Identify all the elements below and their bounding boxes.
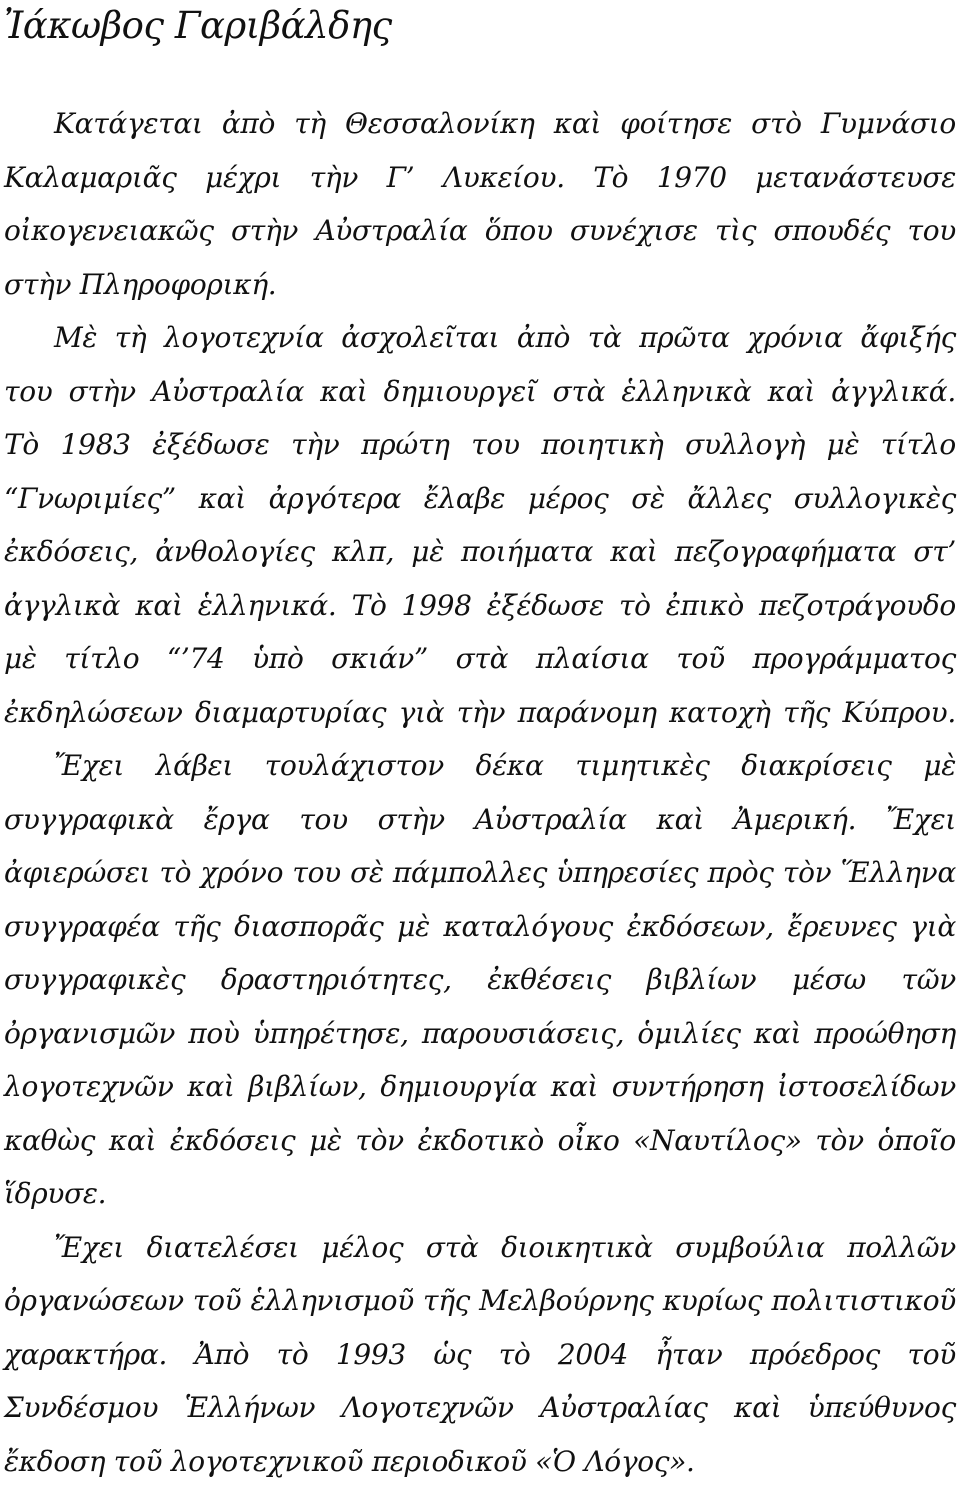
text-line: στὴν Πληροφορική. <box>4 258 956 312</box>
text-line: λογοτεχνῶν καὶ βιβλίων, δημιουργία καὶ συντήρηση ἰστοσελίδων <box>4 1060 956 1114</box>
text-line: ὀργανισμῶν ποὺ ὑπηρέτησε, παρουσιάσεις, ὁμιλίες καὶ προώθηση <box>4 1007 956 1061</box>
text-line: καθὼς καὶ ἐκδόσεις μὲ τὸν ἐκδοτικὸ οἶκο «Ναυτίλος» τὸν ὁποῖο <box>4 1114 956 1168</box>
text-line: Τὸ 1983 ἐξέδωσε τὴν πρώτη του ποιητικὴ συλλογὴ μὲ τίτλο <box>4 418 956 472</box>
text-line: συγγραφικὰ ἔργα του στὴν Αὐστραλία καὶ Ἀμερική. Ἔχει <box>4 793 956 847</box>
text-line: Συνδέσμου Ἑλλήνων Λογοτεχνῶν Αὐστραλίας καὶ ὑπεύθυνος <box>4 1381 956 1435</box>
text-line: οἰκογενειακῶς στὴν Αὐστραλία ὅπου συνέχισε τὶς σπουδές του <box>4 204 956 258</box>
document-title: Ἰάκωβος Γαριβάλδης <box>4 2 392 50</box>
text-line: Καλαμαριᾶς μέχρι τὴν Γ’ Λυκείου. Τὸ 1970 μετανάστευσε <box>4 151 956 205</box>
text-line: ἐκδόσεις, ἀνθολογίες κλπ, μὲ ποιήματα καὶ πεζογραφήματα στ’ <box>4 525 956 579</box>
biography-text <box>4 97 956 1488</box>
text-line: μὲ τίτλο “’74 ὑπὸ σκιάν” στὰ πλαίσια τοῦ προγράμματος <box>4 632 956 686</box>
text-line: Ἔχει διατελέσει μέλος στὰ διοικητικὰ συμβούλια πολλῶν <box>4 1221 956 1275</box>
text-line: ἀγγλικὰ καὶ ἑλληνικά. Τὸ 1998 ἐξέδωσε τὸ ἐπικὸ πεζοτράγουδο <box>4 579 956 633</box>
text-line: ἐκδηλώσεων διαμαρτυρίας γιὰ τὴν παράνομη κατοχὴ τῆς Κύπρου. <box>4 686 956 740</box>
text-line: Μὲ τὴ λογοτεχνία ἀσχολεῖται ἀπὸ τὰ πρῶτα χρόνια ἄφιξής <box>4 311 956 365</box>
text-line: χαρακτήρα. Ἀπὸ τὸ 1993 ὡς τὸ 2004 ἦταν πρόεδρος τοῦ <box>4 1328 956 1382</box>
text-line: συγγραφέα τῆς διασπορᾶς μὲ καταλόγους ἐκδόσεων, ἔρευνες γιὰ <box>4 900 956 954</box>
text-line: “Γνωριμίες” καὶ ἀργότερα ἔλαβε μέρος σὲ ἄλλες συλλογικὲς <box>4 472 956 526</box>
text-line: ἀφιερώσει τὸ χρόνο του σὲ πάμπολλες ὑπηρεσίες πρὸς τὸν Ἕλληνα <box>4 846 956 900</box>
text-line: ἵδρυσε. <box>4 1167 956 1221</box>
text-line: ὀργανώσεων τοῦ ἑλληνισμοῦ τῆς Μελβούρνης κυρίως πολιτιστικοῦ <box>4 1274 956 1328</box>
text-line: Ἔχει λάβει τουλάχιστον δέκα τιμητικὲς διακρίσεις μὲ <box>4 739 956 793</box>
text-line: ἔκδοση τοῦ λογοτεχνικοῦ περιοδικοῦ «Ὁ Λόγος». <box>4 1435 956 1488</box>
text-line: Κατάγεται ἀπὸ τὴ Θεσσαλονίκη καὶ φοίτησε στὸ Γυμνάσιο <box>4 97 956 151</box>
text-line: συγγραφικὲς δραστηριότητες, ἐκθέσεις βιβλίων μέσω τῶν <box>4 953 956 1007</box>
text-line: του στὴν Αὐστραλία καὶ δημιουργεῖ στὰ ἑλληνικὰ καὶ ἀγγλικά. <box>4 365 956 419</box>
